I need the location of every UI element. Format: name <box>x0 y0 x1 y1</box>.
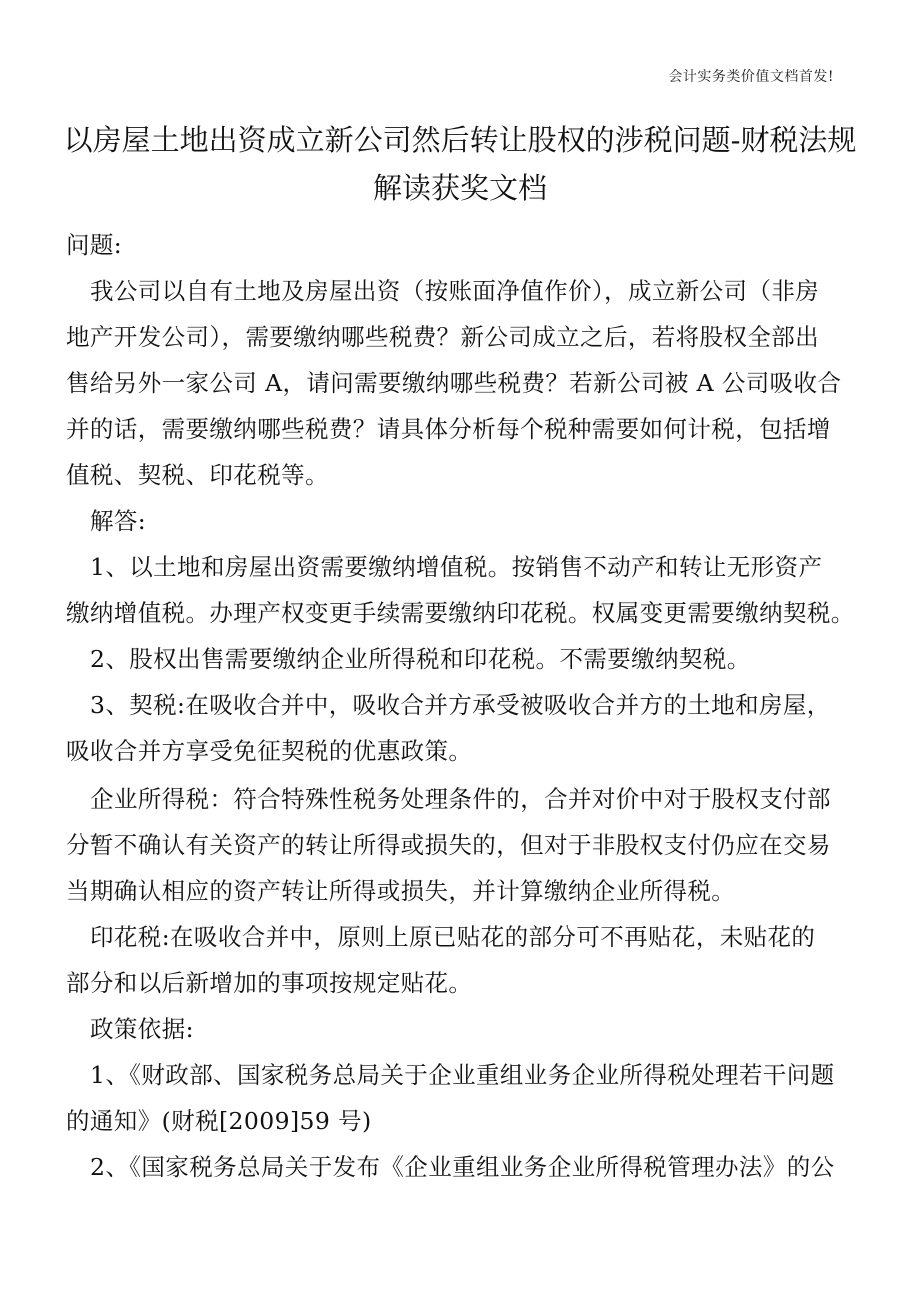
document-title-line-2: 解读获奖文档 <box>372 171 547 205</box>
policy-label: 政策依据: <box>90 1015 194 1043</box>
answer-label: 解答: <box>90 507 147 535</box>
answer-stamp-duty-line: 印花税:在吸收合并中，原则上原已贴花的部分可不再贴花，未贴花的 <box>90 923 816 951</box>
question-line: 地产开发公司），需要缴纳哪些税费？新公司成立之后，若将股权全部出 <box>66 323 820 351</box>
question-line: 售给另外一家公司 A，请问需要缴纳哪些税费？若新公司被 A 公司吸收合 <box>66 369 842 397</box>
question-line: 并的话，需要缴纳哪些税费？请具体分析每个税种需要如何计税，包括增 <box>66 415 831 443</box>
answer-item-3-line: 吸收合并方享受免征契税的优惠政策。 <box>66 737 473 765</box>
answer-stamp-duty-line: 部分和以后新增加的事项按规定贴花。 <box>66 969 473 997</box>
answer-cit-line: 分暂不确认有关资产的转让所得或损失的，但对于非股权支付仍应在交易 <box>66 831 831 859</box>
answer-cit-line: 当期确认相应的资产转让所得或损失，并计算缴纳企业所得税。 <box>66 877 736 905</box>
answer-item-1-line: 1、以土地和房屋出资需要缴纳增值税。按销售不动产和转让无形资产 <box>90 553 823 581</box>
policy-item-1-line: 的通知》(财税[2009]59 号) <box>66 1107 372 1135</box>
policy-item-2-line: 2、《国家税务总局关于发布《企业重组业务企业所得税管理办法》的公 <box>90 1153 835 1181</box>
question-label: 问题: <box>66 231 123 259</box>
answer-cit-line: 企业所得税：符合特殊性税务处理条件的，合并对价中对于股权支付部 <box>90 785 831 813</box>
header-note: 会计实务类价值文档首发! <box>668 69 834 85</box>
document-title-line-1: 以房屋土地出资成立新公司然后转让股权的涉税问题-财税法规 <box>63 123 857 157</box>
answer-item-2-line: 2、股权出售需要缴纳企业所得税和印花税。不需要缴纳契税。 <box>90 645 751 673</box>
answer-item-1-line: 缴纳增值税。办理产权变更手续需要缴纳印花税。权属变更需要缴纳契税。 <box>66 599 855 627</box>
question-line: 我公司以自有土地及房屋出资（按账面净值作价），成立新公司（非房 <box>90 277 820 305</box>
answer-item-3-line: 3、契税:在吸收合并中，吸收合并方承受被吸收合并方的土地和房屋， <box>90 691 831 719</box>
policy-item-1-line: 1、《财政部、国家税务总局关于企业重组业务企业所得税处理若干问题 <box>90 1061 835 1089</box>
question-line: 值税、契税、印花税等。 <box>66 461 329 489</box>
